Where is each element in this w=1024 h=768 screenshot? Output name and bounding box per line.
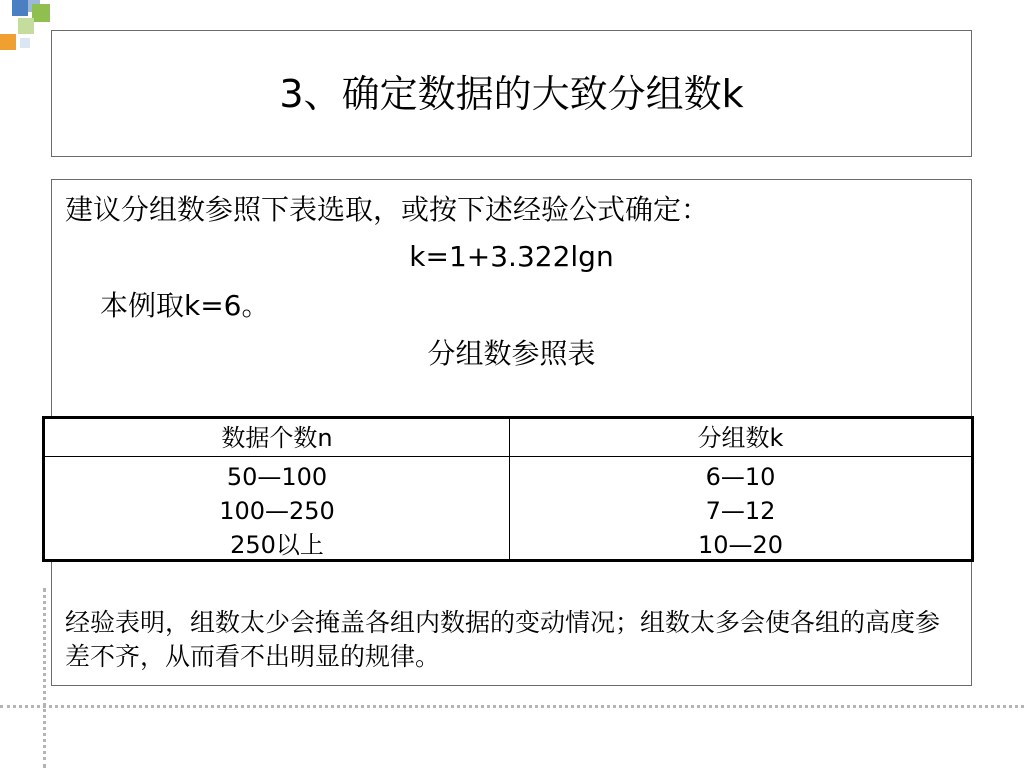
logo-square-light-green: [18, 18, 34, 34]
table-cell: 6—10: [705, 463, 776, 491]
table-cell: 7—12: [705, 497, 776, 525]
logo-square-pale-blue: [20, 38, 30, 48]
title-placeholder[interactable]: [51, 30, 972, 157]
slide-title: 3、确定数据的大致分组数k: [279, 72, 744, 116]
logo-square-orange: [0, 34, 16, 50]
dotted-guide-vertical: [43, 588, 46, 768]
intro-text: 建议分组数参照下表选取，或按下述经验公式确定：: [65, 193, 710, 226]
table-cell: 10—20: [697, 531, 784, 559]
table-caption: 分组数参照表: [427, 337, 596, 370]
example-text: 本例取k=6。: [100, 289, 270, 322]
reference-table[interactable]: [42, 416, 974, 562]
table-column-data-count: [45, 460, 509, 562]
table-header-group-count: 分组数k: [697, 424, 784, 452]
table-cell: 50—100: [226, 463, 328, 491]
conclusion-text: 经验表明，组数太少会掩盖各组内数据的变动情况；组数太多会使各组的高度参差不齐，从而看不出明显的规律。: [65, 608, 941, 671]
formula-text: k=1+3.322lgn: [409, 240, 614, 273]
table-column-group-count: [510, 460, 971, 562]
logo-square-green: [32, 4, 50, 22]
dotted-guide-horizontal: [0, 705, 1024, 708]
table-cell: 100—250: [219, 497, 335, 525]
table-header-divider: [45, 456, 971, 457]
logo-square-blue: [12, 0, 28, 16]
table-header-data-count: 数据个数n: [221, 424, 333, 452]
table-cell: 250以上: [230, 531, 324, 559]
